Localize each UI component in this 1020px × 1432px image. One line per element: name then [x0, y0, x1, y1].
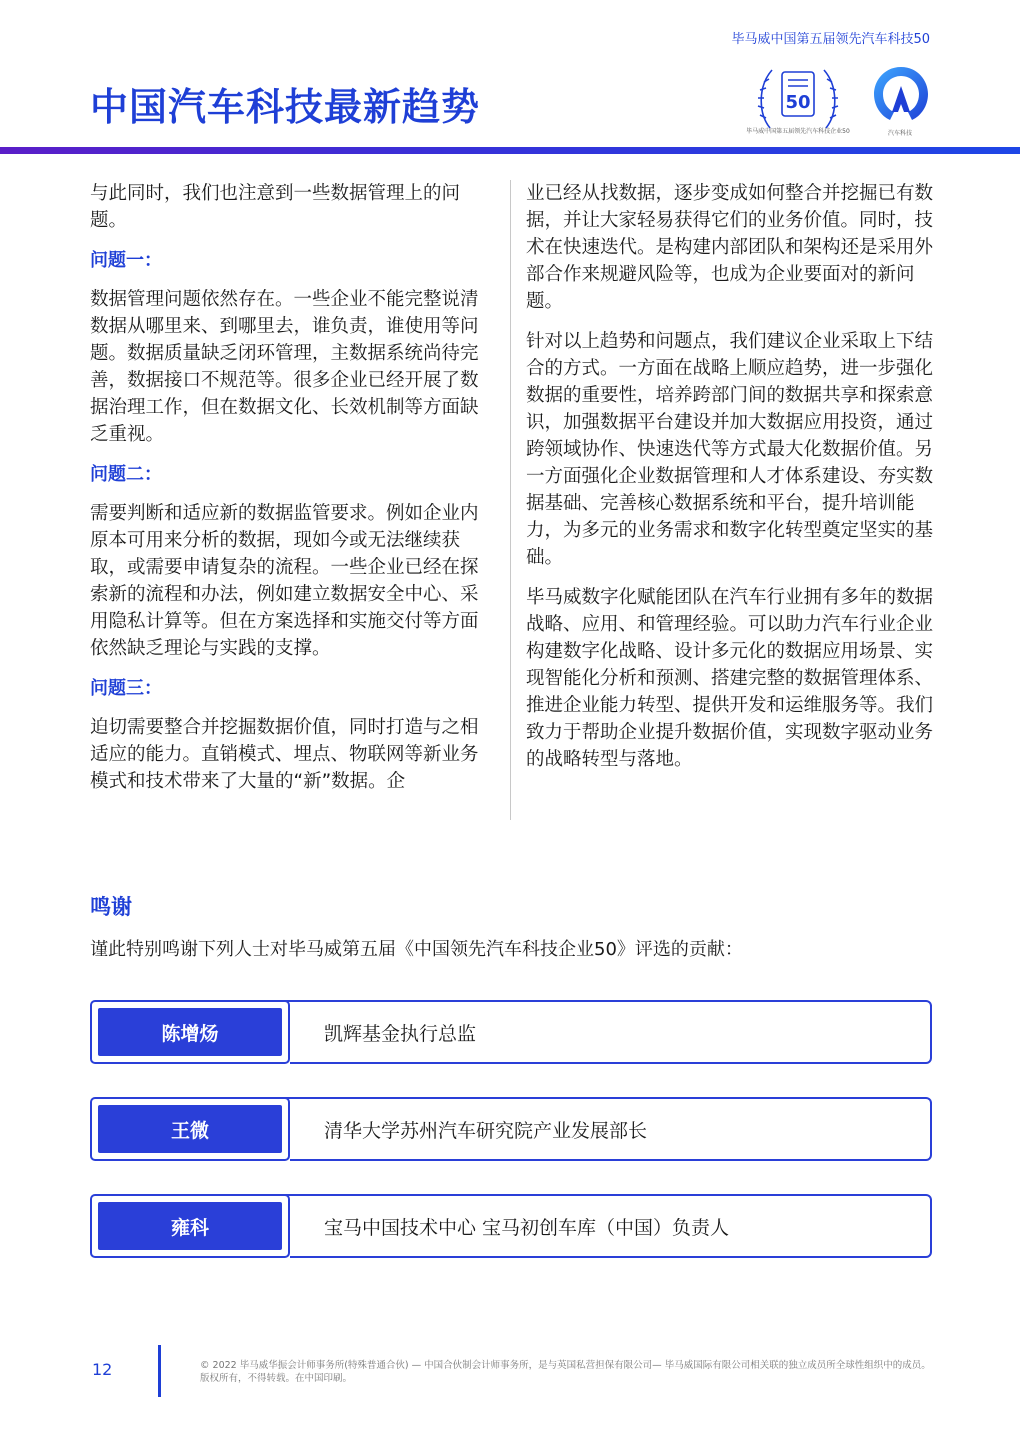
issue-two-heading: 问题二： [90, 464, 162, 485]
report-series-label: 毕马威中国第五届领先汽车科技50 [731, 32, 930, 47]
right-paragraph-3: 毕马威数字化赋能团队在汽车行业拥有多年的数据战略、应用、和管理经验。可以助力汽车行业企业构建数字化战略、设计多元化的数据应用场景、实现智能化分析和预测、搭建完整的数据管理体系、推进企业能力转型、提供开发和运维服务等。我们致力于帮助企业提升数据价值，实现数字驱动业务的战略转型与落地。 [526, 587, 934, 770]
left-column [90, 180, 495, 808]
svg-text:50: 50 [785, 92, 811, 113]
logo1-caption: 毕马威中国第五届领先汽车科技企业50 [746, 128, 850, 135]
copyright-notice: © 2022 毕马威华振会计师事务所(特殊普通合伙) — 中国合伙制会计师事务所，是与英国私营担保有限公司— 毕马威国际有限公司相关联的独立成员所全球性组织中的成员。版权所有，不得转载。在中国印刷。 [200, 1360, 931, 1384]
issue-three-text: 迫切需要整合并挖掘数据价值，同时打造与之相适应的能力。直销模式、埋点、物联网等新业务模式和技术带来了大量的“新”数据。企 [90, 717, 479, 792]
footer-divider [158, 1345, 161, 1397]
acknowledgements-intro: 谨此特别鸣谢下列人士对毕马威第五届《中国领先汽车科技企业50》评选的贡献： [90, 939, 743, 960]
ack-name: 王微 [98, 1105, 282, 1153]
logo2-caption: 汽车科技 [887, 130, 912, 137]
right-column [526, 180, 936, 786]
auto-tech-logo-icon [870, 64, 932, 122]
page-number: 12 [92, 1360, 113, 1379]
issue-two-text: 需要判断和适应新的数据监管要求。例如企业内原本可用来分析的数据，现如今或无法继续获取，或需要申请复杂的流程。一些企业已经在探索新的流程和办法，例如建立数据安全中心、采用隐私计算等。但在方案选择和实施交付等方面依然缺乏理论与实践的支撑。 [90, 503, 479, 659]
issue-one-text: 数据管理问题依然存在。一些企业不能完整说清数据从哪里来、到哪里去，谁负责，谁使用等问题。数据质量缺乏闭环管理，主数据系统尚待完善，数据接口不规范等。很多企业已经开展了数据治理工作，但在数据文化、长效机制等方面缺乏重视。 [90, 289, 479, 445]
ack-name: 陈增炀 [98, 1008, 282, 1056]
acknowledgements-title: 鸣谢 [90, 895, 132, 919]
issue-three-heading: 问题三： [90, 678, 162, 699]
page-title: 中国汽车科技最新趋势 [90, 85, 481, 129]
ack-name: 雍科 [98, 1202, 282, 1250]
ack-role: 宝马中国技术中心 宝马初创车库（中国）负责人 [324, 1216, 730, 1239]
intro-paragraph: 与此同时，我们也注意到一些数据管理上的问题。 [90, 183, 461, 231]
right-paragraph-2: 针对以上趋势和问题点，我们建议企业采取上下结合的方式。一方面在战略上顺应趋势，进一步强化数据的重要性，培养跨部门间的数据共享和探索意识，加强数据平台建设并加大数据应用投资，通过跨领域协作、快速迭代等方式最大化数据价值。另一方面强化企业数据管理和人才体系建设、夯实数据基础、完善核心数据系统和平台，提升培训能力，为多元的业务需求和数字化转型奠定坚实的基础。 [526, 331, 934, 568]
ack-row [90, 1000, 932, 1066]
ack-role: 清华大学苏州汽车研究院产业发展部长 [324, 1119, 648, 1142]
column-divider [510, 180, 511, 820]
right-paragraph-1: 业已经从找数据，逐步变成如何整合并挖掘已有数据，并让大家轻易获得它们的业务价值。同时，技术在快速迭代。是构建内部团队和架构还是采用外部合作来规避风险等，也成为企业要面对的新问题。 [526, 183, 934, 312]
header-gradient-bar [0, 147, 1020, 154]
ack-role: 凯辉基金执行总监 [324, 1022, 477, 1045]
ack-row [90, 1194, 932, 1260]
issue-one-heading: 问题一： [90, 250, 162, 271]
ack-row [90, 1097, 932, 1163]
